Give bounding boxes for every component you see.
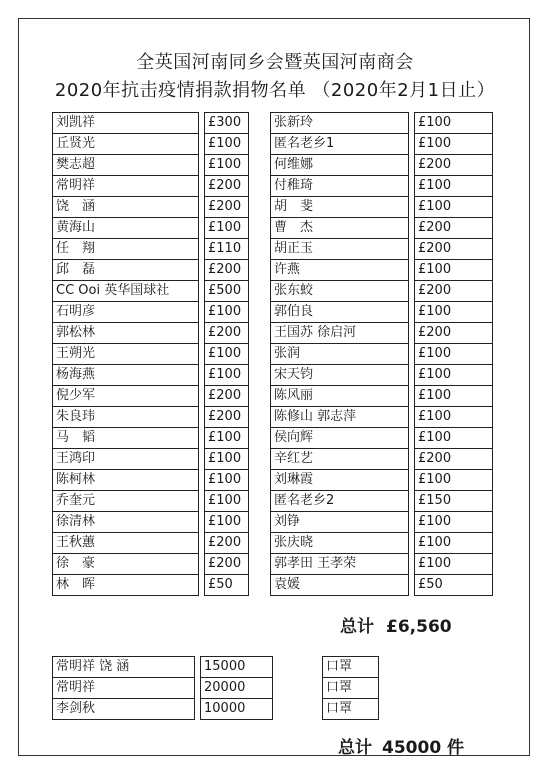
donor-row: [53, 386, 249, 407]
donation-amount: £200: [205, 323, 249, 344]
donor-row: [53, 575, 249, 596]
cell-spacer: [273, 657, 323, 678]
donor-name: CC Ooi 英华国球社: [53, 281, 199, 302]
donor-row: [53, 239, 249, 260]
mask-row: [53, 657, 379, 678]
donor-name: 常明祥: [53, 176, 199, 197]
donor-row: [53, 512, 249, 533]
donor-name: 匿名老乡2: [271, 491, 409, 512]
donor-name: 任 翔: [53, 239, 199, 260]
donor-name: 陈柯林: [53, 470, 199, 491]
mask-quantity: 20000: [201, 678, 273, 699]
donor-row: [271, 302, 493, 323]
donor-row: [271, 344, 493, 365]
donor-row: [271, 239, 493, 260]
mask-quantity: 15000: [201, 657, 273, 678]
donor-name: 陈修山 郭志萍: [271, 407, 409, 428]
mask-donor-name: 常明祥: [53, 678, 195, 699]
donor-row: [271, 218, 493, 239]
donor-row: [53, 533, 249, 554]
donor-row: [271, 470, 493, 491]
donation-amount: £200: [415, 323, 493, 344]
donor-name: 付稚琦: [271, 176, 409, 197]
donation-amount: £200: [205, 260, 249, 281]
donor-name: 侯向辉: [271, 428, 409, 449]
donation-amount: £100: [415, 176, 493, 197]
cell-spacer: [273, 678, 323, 699]
donation-amount: £100: [205, 428, 249, 449]
donor-table-right: [270, 112, 493, 596]
donor-table-left: [52, 112, 249, 596]
mask-row: [53, 699, 379, 720]
donor-row: [53, 407, 249, 428]
donor-name: 胡 斐: [271, 197, 409, 218]
donation-amount: £100: [205, 365, 249, 386]
donor-name: 徐 豪: [53, 554, 199, 575]
donor-name: 倪少军: [53, 386, 199, 407]
donation-amount: £200: [205, 176, 249, 197]
donor-row: [271, 575, 493, 596]
donor-name: 辛红艺: [271, 449, 409, 470]
donor-row: [53, 470, 249, 491]
donor-row: [53, 218, 249, 239]
donor-name: 王鸿印: [53, 449, 199, 470]
donation-amount: £100: [205, 302, 249, 323]
total-money-value: £6,560: [386, 617, 452, 637]
donor-row: [271, 134, 493, 155]
donor-row: [53, 197, 249, 218]
mask-item: 口罩: [323, 657, 379, 678]
donor-name: 邱 磊: [53, 260, 199, 281]
donation-amount: £200: [205, 197, 249, 218]
donor-name: 张庆晓: [271, 533, 409, 554]
donor-row: [271, 386, 493, 407]
donor-row: [271, 197, 493, 218]
donor-name: 刘铮: [271, 512, 409, 533]
donor-name: 饶 涵: [53, 197, 199, 218]
donation-amount: £100: [205, 134, 249, 155]
mask-item: 口罩: [323, 699, 379, 720]
donation-amount: £200: [415, 449, 493, 470]
donation-amount: £100: [415, 533, 493, 554]
donor-row: [271, 512, 493, 533]
donor-name: 樊志超: [53, 155, 199, 176]
donation-amount: £100: [415, 470, 493, 491]
donation-amount: £200: [415, 218, 493, 239]
donation-amount: £50: [415, 575, 493, 596]
donor-name: 宋天钧: [271, 365, 409, 386]
donor-row: [271, 176, 493, 197]
total-masks-label: 总计: [338, 738, 372, 758]
donation-amount: £100: [415, 113, 493, 134]
donor-name: 丘贤光: [53, 134, 199, 155]
donor-name: 林 晖: [53, 575, 199, 596]
donation-amount: £100: [415, 428, 493, 449]
total-money: [340, 612, 452, 637]
donor-row: [271, 491, 493, 512]
donation-amount: £110: [205, 239, 249, 260]
donation-amount: £100: [415, 407, 493, 428]
donor-name: 朱良玮: [53, 407, 199, 428]
mask-donation-table: [52, 656, 379, 720]
donor-name: 杨海燕: [53, 365, 199, 386]
donor-name: 许燕: [271, 260, 409, 281]
donor-name: 何维娜: [271, 155, 409, 176]
donation-amount: £100: [205, 491, 249, 512]
donor-row: [53, 176, 249, 197]
donation-amount: £100: [415, 302, 493, 323]
donation-amount: £100: [415, 260, 493, 281]
donor-name: 马 韬: [53, 428, 199, 449]
donor-row: [53, 554, 249, 575]
donor-row: [271, 323, 493, 344]
donation-amount: £200: [205, 407, 249, 428]
donor-row: [271, 113, 493, 134]
donation-amount: £200: [415, 281, 493, 302]
donation-amount: £150: [415, 491, 493, 512]
donation-amount: £200: [415, 239, 493, 260]
donor-row: [53, 428, 249, 449]
donation-amount: £100: [415, 197, 493, 218]
donation-amount: £100: [205, 344, 249, 365]
donation-amount: £100: [415, 134, 493, 155]
donor-name: 石明彦: [53, 302, 199, 323]
donor-row: [53, 260, 249, 281]
donation-amount: £200: [205, 533, 249, 554]
mask-item: 口罩: [323, 678, 379, 699]
mask-donor-name: 常明祥 饶 涵: [53, 657, 195, 678]
donor-row: [271, 281, 493, 302]
donor-name: 陈风丽: [271, 386, 409, 407]
donation-amount: £100: [205, 155, 249, 176]
donor-row: [271, 449, 493, 470]
title-org: 全英国河南同乡会暨英国河南商会: [136, 52, 414, 73]
mask-row: [53, 678, 379, 699]
total-masks-value: 45000 件: [382, 738, 465, 758]
donation-amount: £300: [205, 113, 249, 134]
donor-name: 胡正玉: [271, 239, 409, 260]
donor-row: [53, 155, 249, 176]
donor-row: [53, 113, 249, 134]
mask-quantity: 10000: [201, 699, 273, 720]
donation-amount: £100: [415, 554, 493, 575]
donor-name: 郭松林: [53, 323, 199, 344]
donation-amount: £100: [415, 365, 493, 386]
donor-name: 王朔光: [53, 344, 199, 365]
donor-name: 黄海山: [53, 218, 199, 239]
donor-row: [271, 407, 493, 428]
donor-row: [53, 281, 249, 302]
cell-spacer: [273, 699, 323, 720]
donor-row: [53, 134, 249, 155]
donor-row: [271, 365, 493, 386]
donor-row: [53, 491, 249, 512]
donor-name: 袁媛: [271, 575, 409, 596]
donor-name: 王秋蕙: [53, 533, 199, 554]
donor-row: [53, 365, 249, 386]
donor-name: 徐清林: [53, 512, 199, 533]
donor-row: [53, 344, 249, 365]
donor-name: 郭孝田 王孝荣: [271, 554, 409, 575]
donation-amount: £500: [205, 281, 249, 302]
donation-amount: £100: [205, 470, 249, 491]
donation-amount: £100: [205, 449, 249, 470]
donor-row: [271, 155, 493, 176]
donation-amount: £50: [205, 575, 249, 596]
donor-name: 张东蛟: [271, 281, 409, 302]
donor-row: [271, 428, 493, 449]
donor-name: 刘琳霞: [271, 470, 409, 491]
donor-name: 郭伯良: [271, 302, 409, 323]
donor-name: 王国苏 徐启河: [271, 323, 409, 344]
donation-amount: £100: [415, 512, 493, 533]
donor-name: 张新玲: [271, 113, 409, 134]
total-masks: [338, 733, 464, 758]
donor-name: 曹 杰: [271, 218, 409, 239]
donation-amount: £100: [205, 218, 249, 239]
mask-donor-name: 李剑秋: [53, 699, 195, 720]
total-money-label: 总计: [340, 617, 374, 637]
donation-amount: £200: [415, 155, 493, 176]
donor-row: [271, 554, 493, 575]
donor-row: [53, 323, 249, 344]
donor-name: 张润: [271, 344, 409, 365]
donor-row: [271, 260, 493, 281]
donation-amount: £100: [205, 512, 249, 533]
donor-row: [53, 302, 249, 323]
donor-name: 匿名老乡1: [271, 134, 409, 155]
title-list: 2020年抗击疫情捐款捐物名单 （2020年2月1日止）: [54, 80, 496, 101]
donation-amount: £200: [205, 554, 249, 575]
donor-row: [271, 533, 493, 554]
donation-amount: £100: [415, 344, 493, 365]
donor-name: 刘凯祥: [53, 113, 199, 134]
donation-amount: £100: [415, 386, 493, 407]
donor-name: 乔奎元: [53, 491, 199, 512]
donation-amount: £200: [205, 386, 249, 407]
donor-row: [53, 449, 249, 470]
